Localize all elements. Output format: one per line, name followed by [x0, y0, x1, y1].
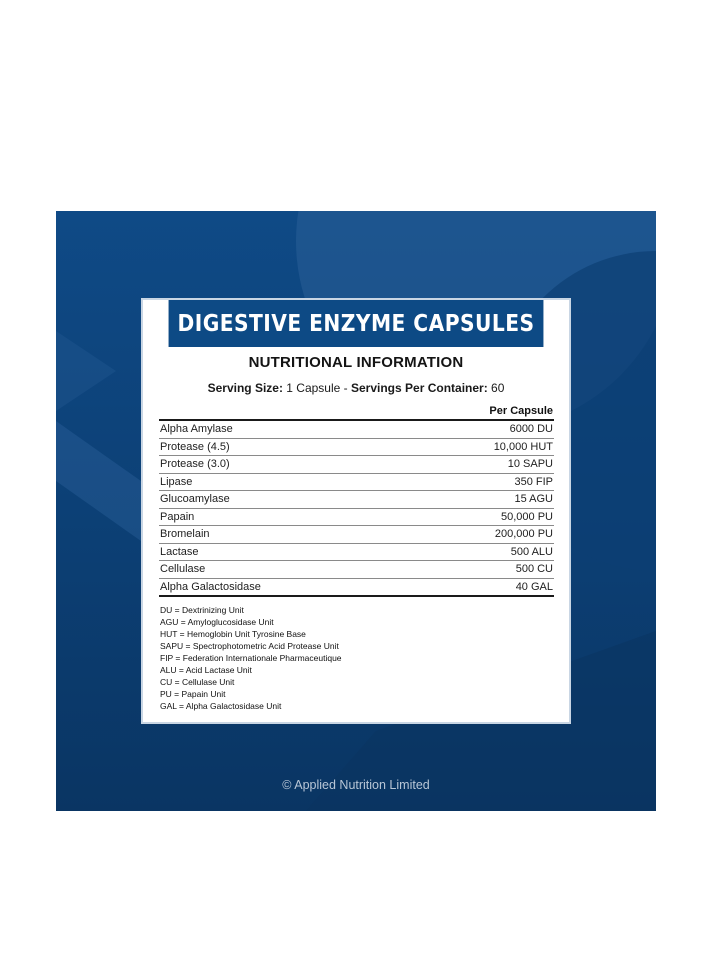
servings-per-container-value: 60	[487, 381, 505, 395]
legend-item: CU = Cellulase Unit	[160, 677, 235, 687]
unit-legend	[160, 604, 555, 712]
ingredient-value: 500 ALU	[510, 545, 553, 558]
ingredient-value: 350 FIP	[514, 475, 553, 488]
legend-item: ALU = Acid Lactase Unit	[160, 665, 252, 675]
column-header-per-capsule: Per Capsule	[489, 405, 553, 417]
table-row	[159, 561, 554, 579]
ingredient-name: Alpha Galactosidase	[160, 580, 261, 593]
ingredient-name: Alpha Amylase	[160, 423, 233, 436]
table-row	[159, 421, 554, 439]
table-row	[159, 439, 554, 457]
serving-info	[143, 381, 569, 395]
nutrition-table	[159, 405, 554, 597]
table-row	[159, 474, 554, 492]
ingredient-name: Protease (3.0)	[160, 458, 230, 471]
table-row	[159, 509, 554, 527]
ingredient-value: 500 CU	[515, 563, 553, 576]
ingredient-value: 6000 DU	[509, 423, 553, 436]
table-row	[159, 544, 554, 562]
serving-size-label: Serving Size:	[207, 381, 283, 395]
legend-item: GAL = Alpha Galactosidase Unit	[160, 701, 282, 711]
ingredient-value: 10 SAPU	[507, 458, 553, 471]
ingredient-value: 10,000 HUT	[493, 440, 553, 453]
legend-item: DU = Dextrinizing Unit	[160, 605, 244, 615]
ingredient-name: Cellulase	[160, 563, 206, 576]
ingredient-name: Lipase	[160, 475, 193, 488]
product-panel	[56, 211, 656, 811]
legend-item: SAPU = Spectrophotometric Acid Protease Unit	[160, 641, 339, 651]
table-row	[159, 526, 554, 544]
legend-item: AGU = Amyloglucosidase Unit	[160, 617, 274, 627]
ingredient-value: 50,000 PU	[501, 510, 553, 523]
ingredient-value: 200,000 PU	[494, 528, 553, 541]
copyright-footer: © Applied Nutrition Limited	[282, 778, 430, 792]
ingredient-name: Protease (4.5)	[160, 440, 230, 453]
table-row	[159, 579, 554, 598]
nutrition-card	[141, 298, 571, 724]
ingredient-name: Papain	[160, 510, 195, 523]
table-row	[159, 456, 554, 474]
product-title: DIGESTIVE ENZYME CAPSULES	[169, 300, 544, 347]
legend-item: PU = Papain Unit	[160, 689, 226, 699]
ingredient-name: Lactase	[160, 545, 199, 558]
nutrition-section-title: NUTRITIONAL INFORMATION	[248, 354, 464, 371]
ingredient-name: Bromelain	[160, 528, 210, 541]
legend-item: HUT = Hemoglobin Unit Tyrosine Base	[160, 629, 306, 639]
ingredient-name: Glucoamylase	[160, 493, 230, 506]
serving-size-value: 1 Capsule -	[282, 381, 351, 395]
legend-item: FIP = Federation Internationale Pharmaceutique	[160, 653, 342, 663]
servings-per-container-label: Servings Per Container:	[351, 381, 488, 395]
table-row	[159, 491, 554, 509]
ingredient-value: 15 AGU	[514, 493, 553, 506]
ingredient-value: 40 GAL	[515, 580, 553, 593]
